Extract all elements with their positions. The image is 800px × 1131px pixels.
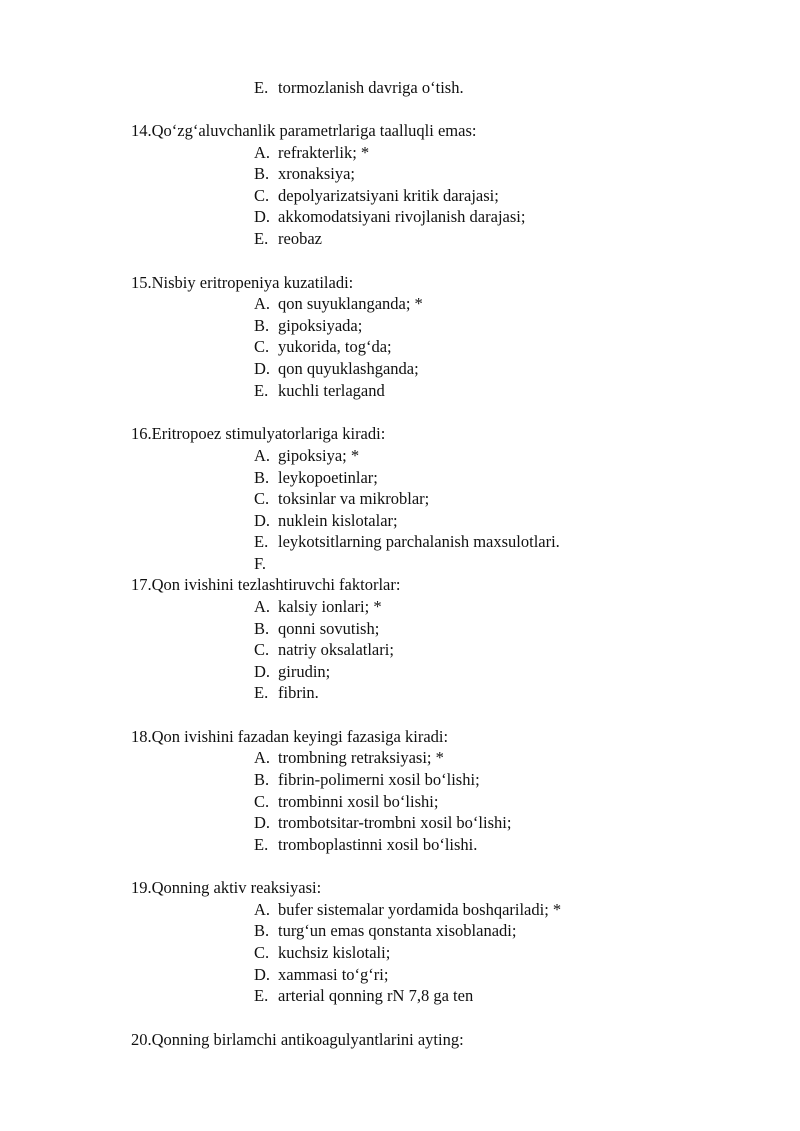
option-letter: B.: [254, 468, 270, 487]
option-item: [254, 228, 322, 249]
question-text: Eritropoez stimulyatorlariga kiradi:: [151, 424, 386, 443]
option-letter: E.: [254, 532, 269, 551]
option-item: [254, 336, 392, 357]
option-text: leykopoetinlar;: [278, 468, 378, 487]
option-text: trombning retraksiyasi; *: [278, 748, 444, 767]
question-text: Qonning birlamchi antikoagulyantlarini ayting:: [151, 1030, 464, 1049]
option-item: [254, 834, 477, 855]
option-item: [254, 942, 390, 963]
option-text: turg‘un emas qonstanta xisoblanadi;: [278, 921, 517, 940]
option-letter: C.: [254, 640, 270, 659]
option-letter: B.: [254, 164, 270, 183]
option-letter: B.: [254, 316, 270, 335]
option-letter: A.: [254, 143, 271, 162]
option-letter: D.: [254, 965, 271, 984]
question-number: 15.: [131, 273, 152, 292]
option-text: akkomodatsiyani rivojlanish darajasi;: [278, 207, 526, 226]
option-item: [254, 596, 382, 617]
option-text: leykotsitlarning parchalanish maxsulotlari.: [278, 532, 560, 551]
option-text: qon suyuklanganda; *: [278, 294, 423, 313]
option-letter: D.: [254, 662, 271, 681]
question-19: [131, 877, 321, 898]
option-letter: D.: [254, 813, 271, 832]
option-letter: E.: [254, 986, 269, 1005]
option-item: [254, 553, 278, 574]
option-text: xronaksiya;: [278, 164, 355, 183]
option-letter: F.: [254, 554, 266, 573]
option-text: reobaz: [278, 229, 322, 248]
question-number: 14.: [131, 121, 152, 140]
lead-option: [254, 77, 464, 98]
option-text: yukorida, tog‘da;: [278, 337, 392, 356]
option-item: [254, 467, 378, 488]
option-letter: D.: [254, 207, 271, 226]
option-text: nuklein kislotalar;: [278, 511, 398, 530]
option-text: fibrin.: [278, 683, 319, 702]
question-number: 20.: [131, 1030, 152, 1049]
question-15: [131, 272, 353, 293]
option-text: bufer sistemalar yordamida boshqariladi; *: [278, 900, 562, 919]
option-item: [254, 791, 438, 812]
question-number: 17.: [131, 575, 152, 594]
question-text: Qonning aktiv reaksiyasi:: [151, 878, 322, 897]
option-item: [254, 445, 359, 466]
option-text: gipoksiya; *: [278, 446, 360, 465]
option-item: [254, 747, 444, 768]
option-item: [254, 293, 423, 314]
option-text: kalsiy ionlari; *: [278, 597, 382, 616]
option-letter: B.: [254, 770, 270, 789]
option-item: [254, 639, 394, 660]
question-text: Qon ivishini fazadan keyingi fazasiga kiradi:: [151, 727, 449, 746]
question-20: [131, 1029, 464, 1050]
option-letter: E.: [254, 683, 269, 702]
option-item: [254, 142, 369, 163]
question-14: [131, 120, 476, 141]
option-item: [254, 769, 480, 790]
option-item: [254, 163, 355, 184]
option-letter: A.: [254, 900, 271, 919]
option-letter: E.: [254, 835, 269, 854]
option-letter: A.: [254, 597, 271, 616]
option-text: trombotsitar-trombni xosil bo‘lishi;: [278, 813, 512, 832]
question-number: 19.: [131, 878, 152, 897]
option-text: refrakterlik; *: [278, 143, 370, 162]
option-letter: C.: [254, 337, 270, 356]
option-letter: A.: [254, 294, 271, 313]
option-text: fibrin-polimerni xosil bo‘lishi;: [278, 770, 480, 789]
option-item: [254, 531, 560, 552]
option-item: [254, 899, 561, 920]
option-letter: B.: [254, 619, 270, 638]
option-letter: E.: [254, 78, 269, 97]
question-text: Nisbiy eritropeniya kuzatiladi:: [151, 273, 354, 292]
question-number: 18.: [131, 727, 152, 746]
option-letter: B.: [254, 921, 270, 940]
option-text: tromboplastinni xosil bo‘lishi.: [278, 835, 478, 854]
option-letter: D.: [254, 359, 271, 378]
option-text: qonni sovutish;: [278, 619, 380, 638]
option-item: [254, 380, 385, 401]
option-letter: D.: [254, 511, 271, 530]
option-item: [254, 618, 379, 639]
option-letter: A.: [254, 446, 271, 465]
option-text: gipoksiyada;: [278, 316, 363, 335]
option-item: [254, 510, 398, 531]
option-letter: C.: [254, 186, 270, 205]
option-item: [254, 358, 419, 379]
option-letter: C.: [254, 792, 270, 811]
question-18: [131, 726, 448, 747]
option-letter: E.: [254, 381, 269, 400]
option-item: [254, 964, 388, 985]
option-letter: E.: [254, 229, 269, 248]
option-item: [254, 315, 362, 336]
option-text: toksinlar va mikroblar;: [278, 489, 430, 508]
question-16: [131, 423, 385, 444]
option-text: qon quyuklashganda;: [278, 359, 419, 378]
option-text: xammasi to‘g‘ri;: [278, 965, 389, 984]
option-letter: C.: [254, 489, 270, 508]
option-text: depolyarizatsiyani kritik darajasi;: [278, 186, 499, 205]
option-text: kuchli terlagand: [278, 381, 385, 400]
option-item: [254, 488, 429, 509]
question-number: 16.: [131, 424, 152, 443]
option-letter: A.: [254, 748, 271, 767]
option-text: kuchsiz kislotali;: [278, 943, 391, 962]
option-item: [254, 920, 516, 941]
option-text: trombinni xosil bo‘lishi;: [278, 792, 439, 811]
question-text: Qo‘zg‘aluvchanlik parametrlariga taalluqli emas:: [151, 121, 477, 140]
question-17: [131, 574, 400, 595]
option-letter: C.: [254, 943, 270, 962]
option-item: [254, 985, 473, 1006]
option-text: tormozlanish davriga o‘tish.: [278, 78, 464, 97]
question-text: Qon ivishini tezlashtiruvchi faktorlar:: [151, 575, 401, 594]
option-item: [254, 661, 330, 682]
option-item: [254, 185, 499, 206]
option-item: [254, 206, 525, 227]
option-text: natriy oksalatlari;: [278, 640, 394, 659]
option-text: girudin;: [278, 662, 331, 681]
option-item: [254, 812, 511, 833]
option-item: [254, 682, 319, 703]
option-text: arterial qonning rN 7,8 ga ten: [278, 986, 474, 1005]
